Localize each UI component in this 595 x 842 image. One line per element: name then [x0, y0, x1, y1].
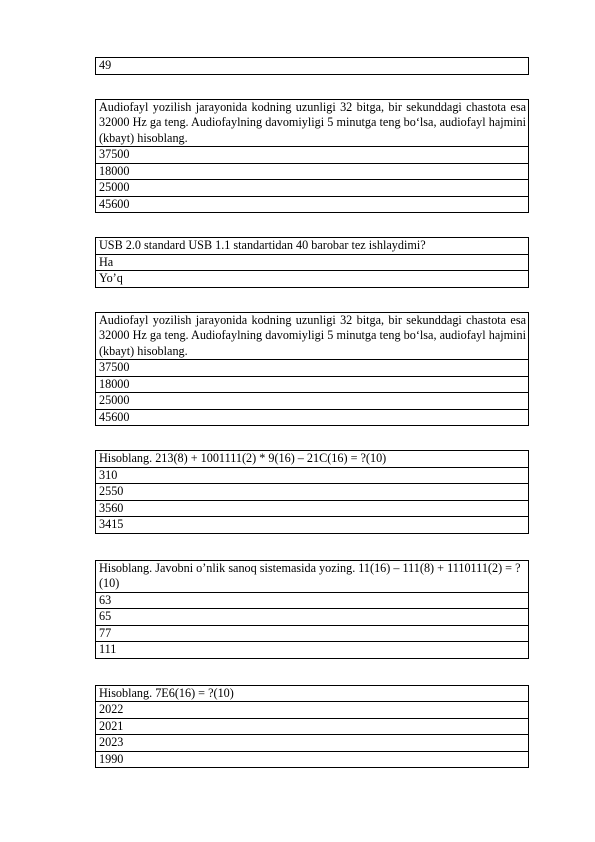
answer-cell: 49: [96, 58, 529, 75]
option-row: [96, 642, 529, 659]
option-cell: 2021: [96, 718, 529, 735]
option-row: [96, 376, 529, 393]
spacer: [95, 213, 529, 237]
option-cell: 310: [96, 467, 529, 484]
question-text: USB 2.0 standard USB 1.1 standartidan 40 barobar tez ishlaydimi?: [96, 238, 529, 255]
question-row: [96, 685, 529, 702]
question-text: Audiofayl yozilish jarayonida kodning uzunligi 32 bitga, bir sekunddagi chastota esa 32000 Hz ga teng. Audiofaylning davomiyligi 5 minutga teng bo‘lsa, audiofayl hajmini (kbayt) hisoblang.: [96, 312, 529, 360]
option-row: [96, 609, 529, 626]
option-cell: 63: [96, 592, 529, 609]
question-text: Hisoblang. Javobni o’nlik sanoq sistemasida yozing. 11(16) – 111(8) + 1110111(2) = ?(10): [96, 560, 529, 592]
option-row: [96, 625, 529, 642]
option-cell: 1990: [96, 751, 529, 768]
option-row: [96, 735, 529, 752]
question-row: [96, 312, 529, 360]
top-answer-table: [95, 57, 529, 75]
option-cell: 3415: [96, 517, 529, 534]
table-row: [96, 58, 529, 75]
question-text: Hisoblang. 213(8) + 1001111(2) * 9(16) – 21C(16) = ?(10): [96, 451, 529, 468]
document-page: [95, 57, 529, 768]
spacer: [95, 534, 529, 560]
question-row: [96, 238, 529, 255]
option-row: [96, 163, 529, 180]
question-table-1: [95, 99, 529, 214]
spacer: [95, 426, 529, 450]
question-table-3: [95, 312, 529, 427]
option-cell: 45600: [96, 196, 529, 213]
option-row: [96, 393, 529, 410]
option-cell: 25000: [96, 393, 529, 410]
option-row: [96, 147, 529, 164]
option-row: [96, 718, 529, 735]
option-cell: 18000: [96, 376, 529, 393]
question-row: [96, 451, 529, 468]
option-cell: 77: [96, 625, 529, 642]
option-row: [96, 409, 529, 426]
option-row: [96, 592, 529, 609]
question-row: [96, 99, 529, 147]
option-cell: 37500: [96, 360, 529, 377]
option-cell: Ha: [96, 254, 529, 271]
option-row: [96, 517, 529, 534]
option-cell: 2023: [96, 735, 529, 752]
question-table-2: [95, 237, 529, 288]
spacer: [95, 288, 529, 312]
option-cell: 2550: [96, 484, 529, 501]
spacer: [95, 75, 529, 99]
question-text: Audiofayl yozilish jarayonida kodning uzunligi 32 bitga, bir sekunddagi chastota esa 32000 Hz ga teng. Audiofaylning davomiyligi 5 minutga teng bo‘lsa, audiofayl hajmini (kbayt) hisoblang.: [96, 99, 529, 147]
option-cell: 37500: [96, 147, 529, 164]
question-text: Hisoblang. 7E6(16) = ?(10): [96, 685, 529, 702]
question-table-4: [95, 450, 529, 534]
option-row: [96, 484, 529, 501]
option-row: [96, 254, 529, 271]
option-cell: 111: [96, 642, 529, 659]
option-cell: 65: [96, 609, 529, 626]
option-cell: 18000: [96, 163, 529, 180]
option-row: [96, 271, 529, 288]
option-row: [96, 467, 529, 484]
option-cell: 2022: [96, 702, 529, 719]
question-table-5: [95, 560, 529, 659]
option-cell: Yo’q: [96, 271, 529, 288]
question-row: [96, 560, 529, 592]
option-row: [96, 751, 529, 768]
question-table-6: [95, 685, 529, 769]
option-cell: 3560: [96, 500, 529, 517]
option-row: [96, 360, 529, 377]
option-cell: 25000: [96, 180, 529, 197]
option-row: [96, 500, 529, 517]
option-cell: 45600: [96, 409, 529, 426]
spacer: [95, 659, 529, 685]
option-row: [96, 702, 529, 719]
option-row: [96, 196, 529, 213]
option-row: [96, 180, 529, 197]
